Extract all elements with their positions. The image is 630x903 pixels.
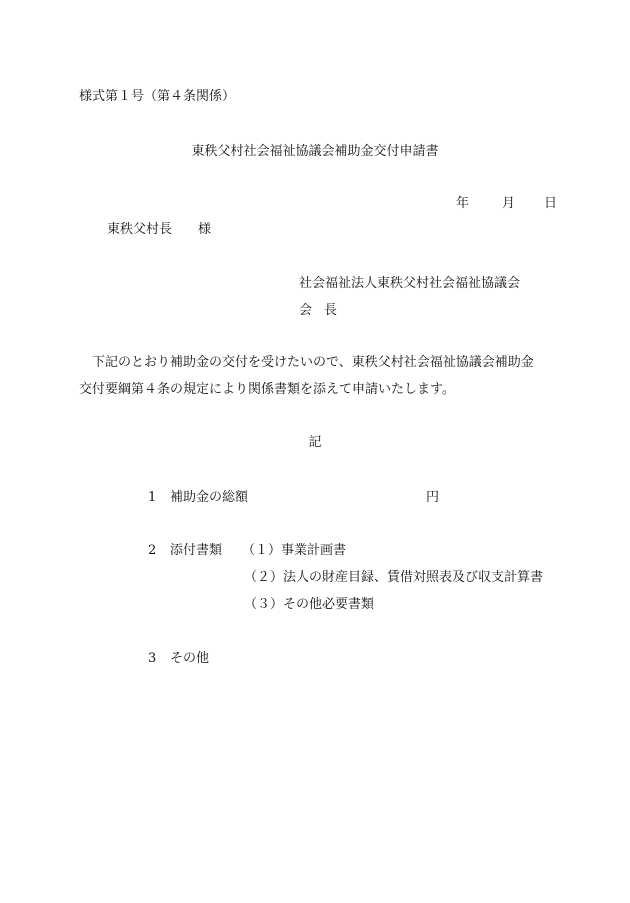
date-line	[456, 196, 557, 212]
addressee	[107, 222, 211, 238]
item-2-label: 添付書類	[170, 543, 223, 558]
ki-heading: 記	[308, 435, 322, 450]
applicant-title: 会長	[299, 303, 350, 318]
item-3	[148, 651, 209, 667]
body-text-line-1: 下記のとおり補助金の交付を受けたいので、東秩父村社会福祉協議会補助金	[92, 355, 534, 370]
item-1-number: 1	[148, 490, 157, 505]
item-3-label: その他	[170, 651, 210, 666]
date-year-label: 年	[456, 196, 470, 211]
item-3-number: 3	[148, 651, 157, 666]
body-text-line-2: 交付要綱第４条の規定により関係書類を添えて申請いたします。	[79, 382, 455, 397]
attachment-1: （１）事業計画書	[242, 543, 347, 558]
form-number: 様式第１号（第４条関係）	[79, 89, 236, 104]
item-2	[148, 543, 346, 559]
addressee-honorific: 様	[198, 222, 212, 237]
item-1-label: 補助金の総額	[170, 490, 249, 505]
date-day-label: 日	[544, 196, 558, 211]
item-2-number: 2	[148, 543, 157, 558]
date-month-label: 月	[502, 196, 516, 211]
item-1-unit: 円	[426, 490, 440, 505]
addressee-name: 東秩父村長	[107, 222, 173, 237]
attachment-3: （３）その他必要書類	[244, 597, 375, 612]
applicant-organization: 社会福祉法人東秩父村社会福祉協議会	[299, 276, 521, 291]
attachment-2: （２）法人の財産目録、賃借対照表及び収支計算書	[244, 570, 544, 585]
document-title: 東秩父村社会福祉協議会補助金交付申請書	[191, 144, 439, 159]
item-1	[148, 490, 248, 506]
